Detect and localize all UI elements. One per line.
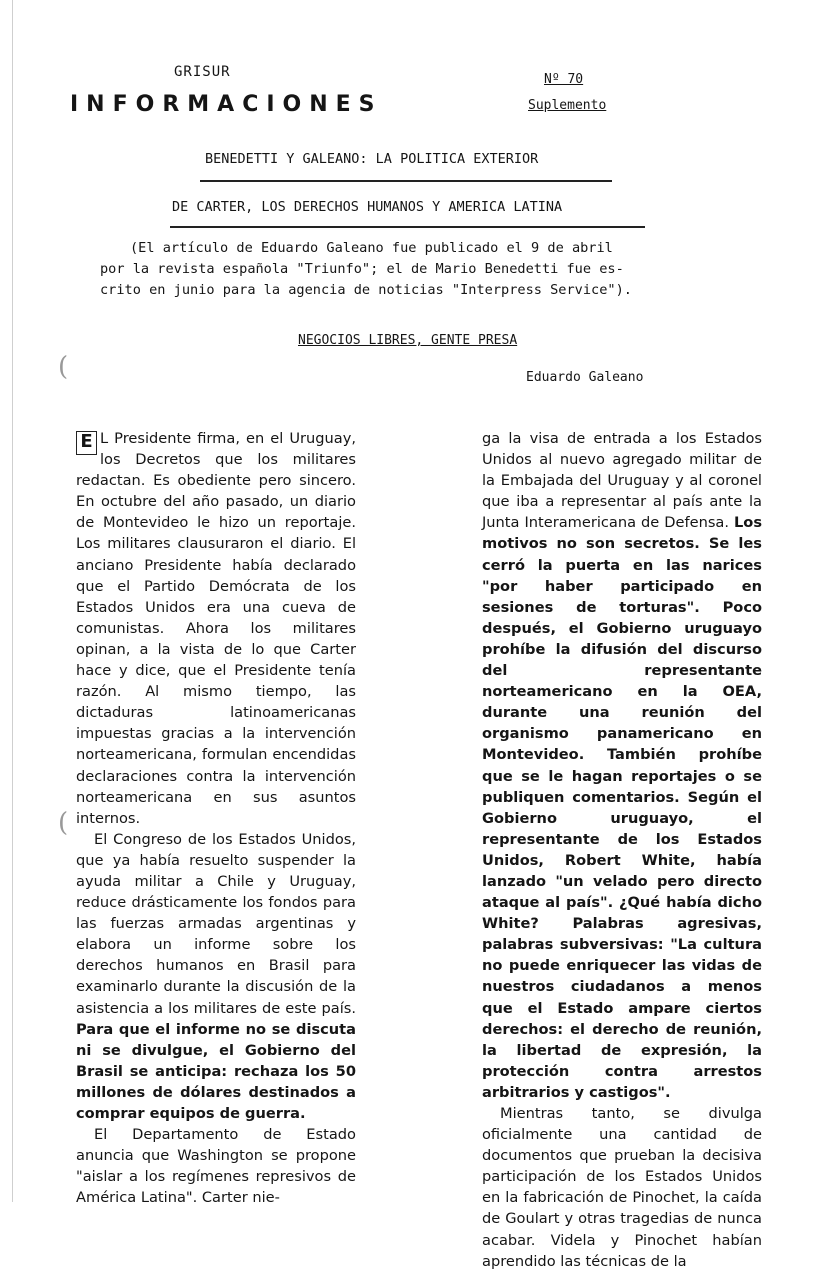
- paragraph: [482, 1103, 762, 1272]
- headline-line-1: BENEDETTI Y GALEANO: LA POLITICA EXTERIOR: [205, 151, 539, 167]
- paragraph: [76, 829, 356, 1124]
- supplement-label: Suplemento: [528, 98, 607, 113]
- paragraph: [482, 428, 762, 1103]
- issue-number: Nº 70: [544, 72, 584, 87]
- page-edge: [12, 0, 13, 1202]
- publication-note: [100, 238, 760, 301]
- masthead: INFORMACIONES: [70, 92, 383, 117]
- margin-mark: (: [58, 352, 69, 382]
- paragraph-text: ga la visa de entrada a los Estados Unidos al nuevo agregado militar de la Embajada del Uruguay y al coronel que iba a representar al país ante la Junta Interamericana de Defensa.: [482, 430, 762, 532]
- note-line: (El artículo de Eduardo Galeano fue publicado el 9 de abril: [130, 240, 613, 256]
- paragraph-bold-text: Para que el informe no se discuta ni se divulgue, el Gobierno del Brasil se anticipa: rechaza los 50 millones de dólares destinados a comprar equipos de guerra.: [76, 1020, 356, 1122]
- paragraph-text: El Congreso de los Estados Unidos, que ya había resuelto suspender la ayuda militar a Chile y Uruguay, reduce drásticamente los fondos para las fuerzas armadas argentinas y elabora un informe sobre los derechos humanos en Brasil para examinarlo durante la discusión de la asistencia a los militares de este país.: [76, 830, 356, 1017]
- org-name: GRISUR: [174, 64, 231, 80]
- margin-mark: (: [58, 808, 69, 838]
- column-left: [76, 428, 356, 1208]
- article-subtitle: NEGOCIOS LIBRES, GENTE PRESA: [298, 333, 518, 348]
- headline-line-2: DE CARTER, LOS DERECHOS HUMANOS Y AMERICA LATINA: [172, 199, 563, 215]
- paragraph: [76, 428, 356, 829]
- dropcap: E: [76, 431, 97, 455]
- paragraph-text: El Departamento de Estado anuncia que Washington se propone "aislar a los regímenes represivos de América Latina". Carter nie-: [76, 1126, 356, 1207]
- paragraph-text: Mientras tanto, se divulga oficialmente una cantidad de documentos que prueban la decisiva participación de los Estados Unidos en la fabricación de Pinochet, la caída de Goulart y otras tragedias de nunca acabar. Videla y Pinochet habían aprendido las técnicas de la: [482, 1105, 762, 1270]
- headline-rule: [170, 226, 645, 228]
- headline-rule: [200, 180, 612, 182]
- note-line: crito en junio para la agencia de noticias "Interpress Service").: [100, 282, 632, 298]
- note-line: por la revista española "Triunfo"; el de Mario Benedetti fue es-: [100, 261, 624, 277]
- paragraph: [76, 1124, 356, 1208]
- paragraph-bold-text: Los motivos no son secretos. Se les cerró la puerta en las narices "por haber participado en sesiones de torturas". Poco después, el Gobierno uruguayo prohíbe la difusión del discurso del representante norteamericano en la OEA, durante una reunión del organismo panamericano en Montevideo. También prohíbe que se le hagan reportajes o se publiquen comentarios. Según el Gobierno uruguayo, el representante de los Estados Unidos, Robert White, había lanzado "un velado pero directo ataque al país". ¿Qué había dicho White? Palabras agresivas, palabras subversivas: "La cultura no puede enriquecer las vidas de nuestros ciudadanos a menos que el Estado ampare ciertos derechos: el derecho de reunión, la libertad de expresión, la protección contra arrestos arbitrarios y castigos".: [482, 514, 763, 1101]
- paragraph-text: L Presidente firma, en el Uruguay, los Decretos que los militares redactan. Es obediente pero sincero. En octubre del año pasado, un diario de Montevideo le hizo un reportaje. Los militares clausuraron el diario. El anciano Presidente había declarado que el Partido Demócrata de los Estados Unidos era una cueva de comunistas. Ahora los militares opinan, a la vista de lo que Carter hace y dice, que el Presidente tenía razón. Al mismo tiempo, las dictaduras latinoamericanas impuestas gracias a la intervención norteamericana, formulan encendidas declaraciones contra la intervención norteamericana en sus asuntos internos.: [76, 430, 356, 827]
- article-author: Eduardo Galeano: [526, 370, 644, 385]
- column-right: [482, 428, 762, 1272]
